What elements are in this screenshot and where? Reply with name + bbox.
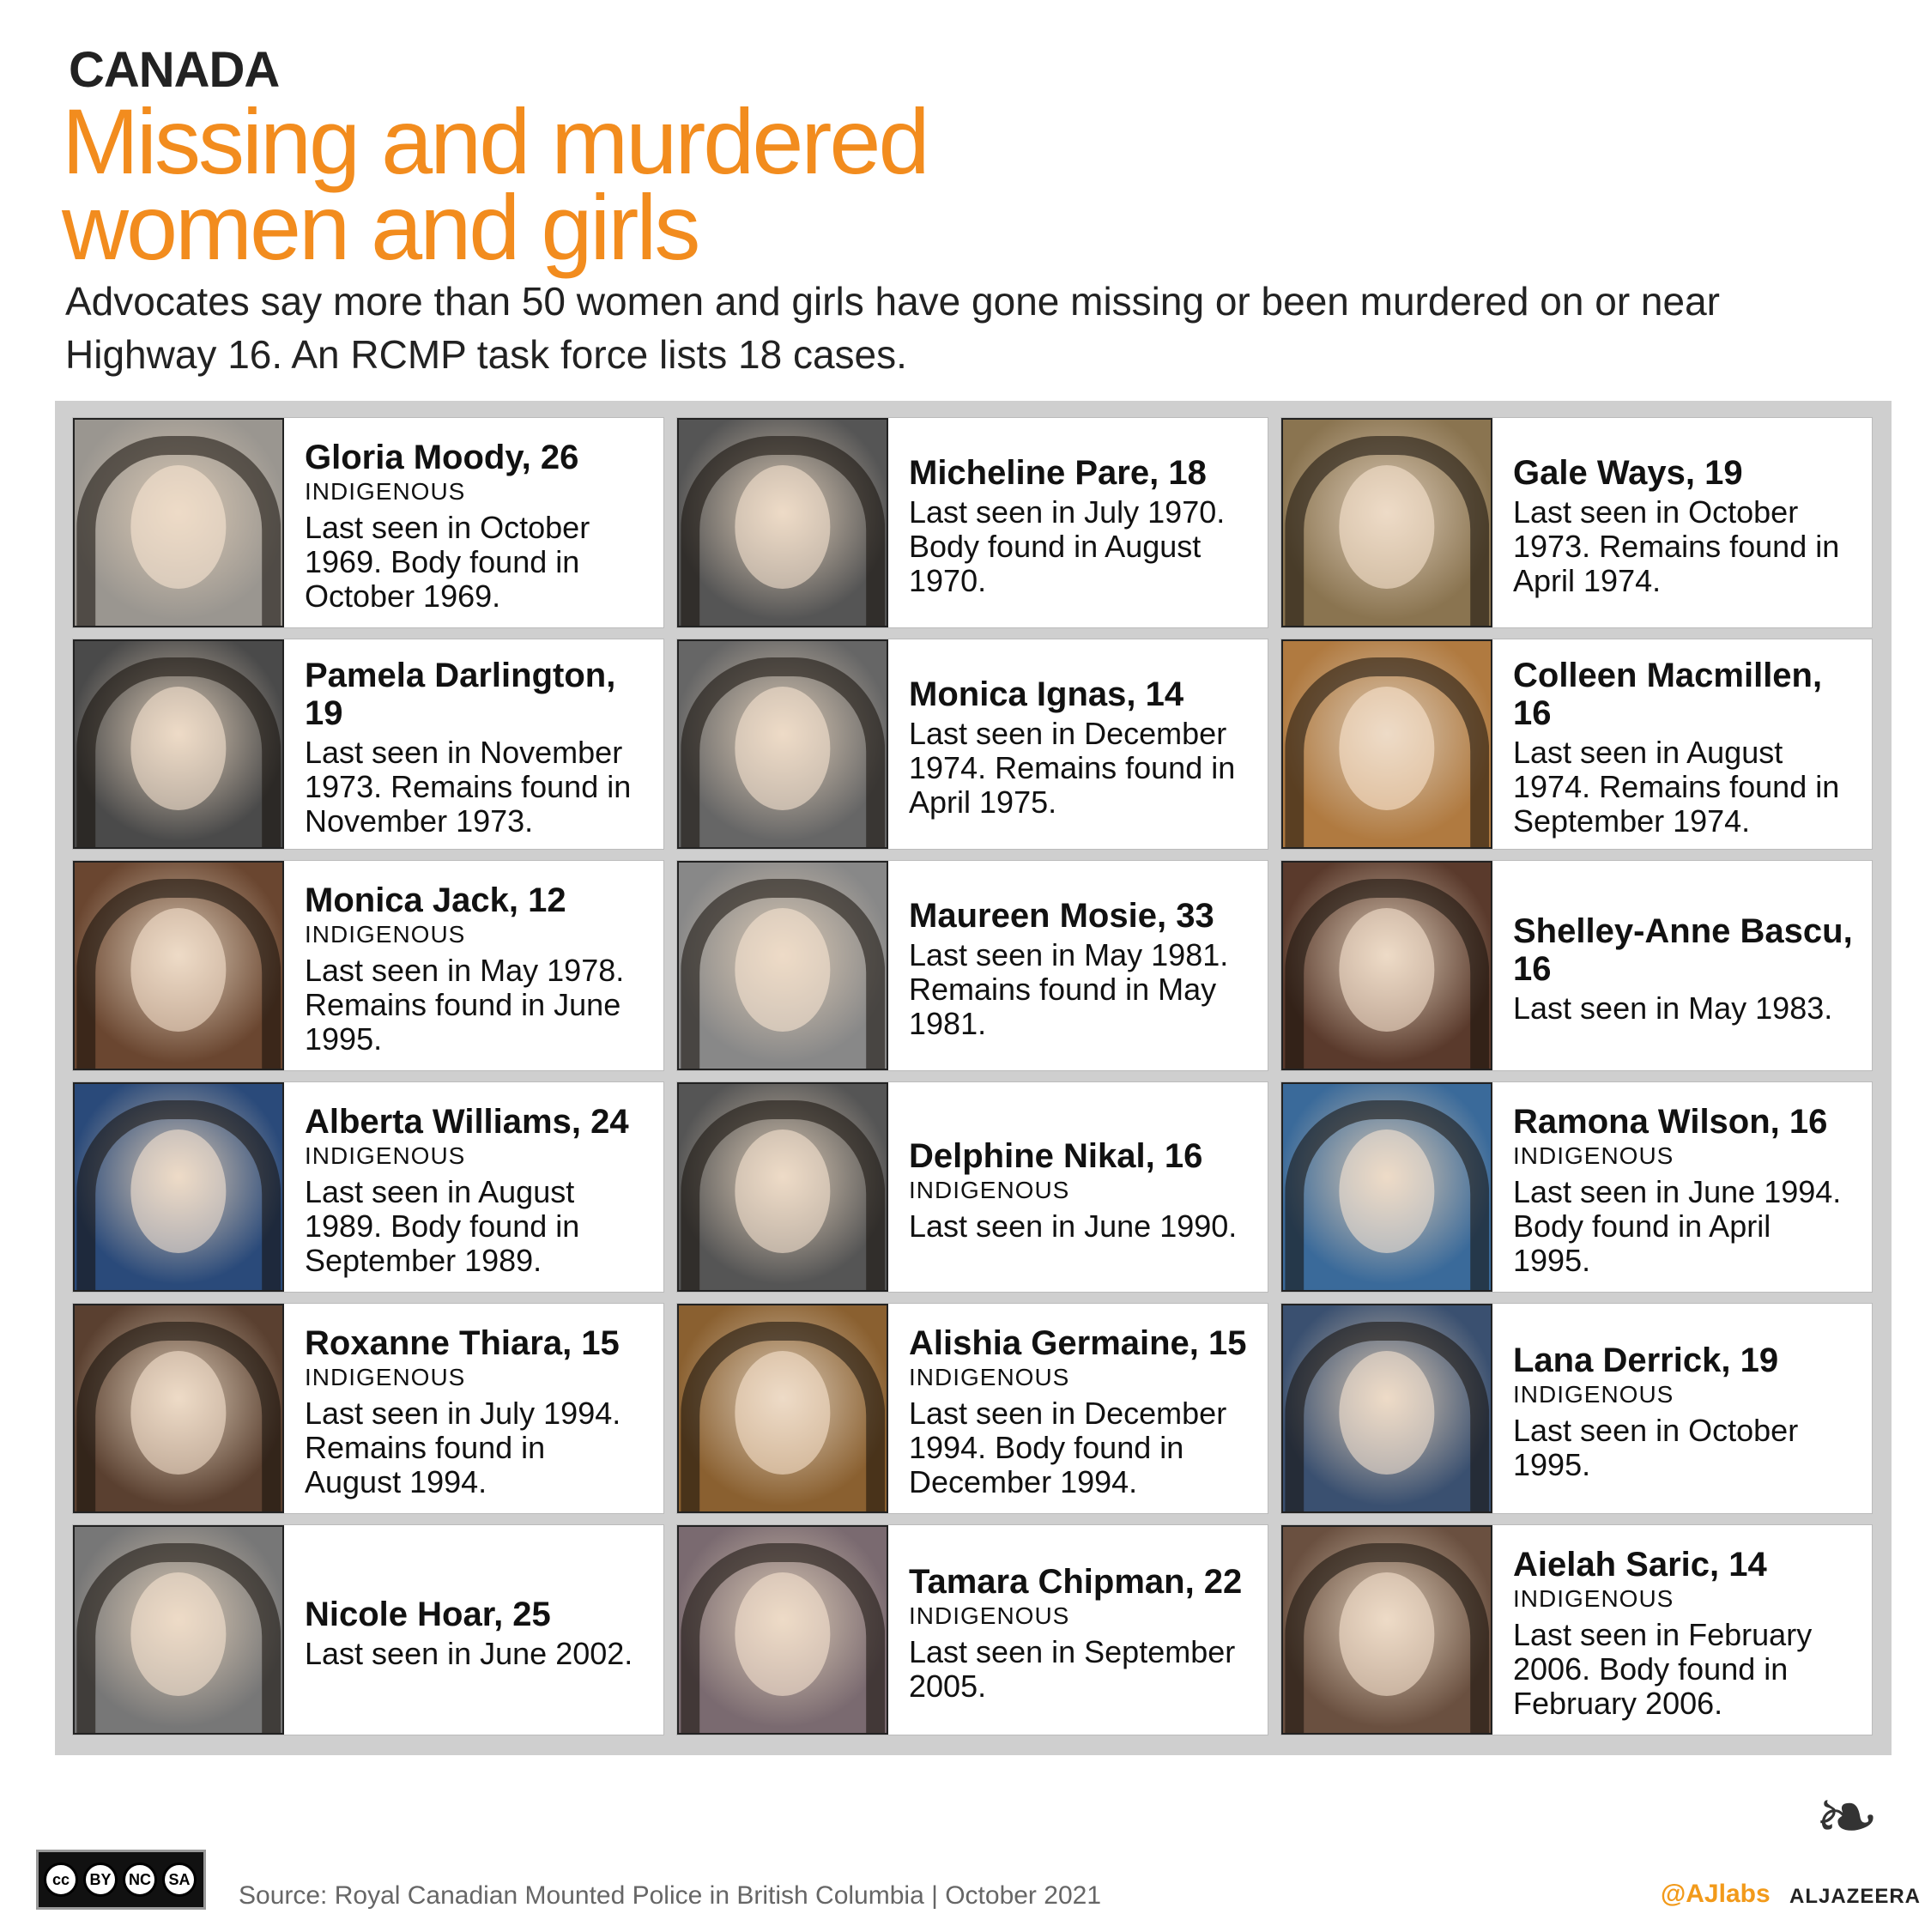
case-name: Monica Jack, 12 — [305, 881, 566, 919]
case-info — [888, 1082, 1252, 1292]
case-card — [1280, 1081, 1873, 1293]
case-info — [888, 1525, 1268, 1735]
portrait-photo — [677, 861, 888, 1070]
case-name: Ramona Wilson, 16 — [1513, 1103, 1828, 1141]
title-line-2: women and girls — [62, 175, 699, 279]
case-card — [1280, 417, 1873, 628]
case-name: Roxanne Thiara, 15 — [305, 1324, 620, 1362]
case-card — [676, 1303, 1268, 1514]
case-info — [284, 1525, 648, 1735]
kicker-country: CANADA — [69, 42, 280, 98]
case-card — [676, 639, 1268, 850]
source-note: Source: Royal Canadian Mounted Police in British Columbia | October 2021 — [239, 1881, 1101, 1910]
case-info — [888, 418, 1268, 627]
portrait-photo — [73, 1304, 284, 1513]
portrait-photo — [1281, 1304, 1492, 1513]
portrait-photo — [1281, 639, 1492, 849]
case-name: Alishia Germaine, 15 — [909, 1324, 1247, 1362]
title-line-1: Missing and murdered — [62, 89, 928, 193]
portrait-photo — [677, 418, 888, 627]
case-info — [888, 861, 1268, 1070]
aljazeera-logo-icon: ❧ — [1814, 1775, 1880, 1861]
case-card — [1280, 639, 1873, 850]
portrait-photo — [1281, 1082, 1492, 1292]
case-info — [284, 1082, 663, 1292]
case-card — [72, 639, 664, 850]
case-description: Last seen in December 1974. Remains found in April 1975. — [909, 716, 1236, 820]
subtitle: Advocates say more than 50 women and girls have gone missing or been murdered on or near Highway 16. An RCMP task force lists 18 cases. — [65, 279, 1720, 377]
indigenous-tag: INDIGENOUS — [305, 478, 466, 505]
case-info — [888, 639, 1268, 849]
ajlabs-handle: @AJlabs — [1661, 1880, 1771, 1908]
case-info — [284, 418, 663, 627]
indigenous-tag: INDIGENOUS — [305, 1142, 466, 1169]
case-name: Gloria Moody, 26 — [305, 439, 579, 476]
case-description: Last seen in June 1994. Body found in April 1995. — [1513, 1174, 1842, 1278]
case-name: Nicole Hoar, 25 — [305, 1596, 551, 1633]
nc-icon: NC — [123, 1862, 157, 1897]
portrait-photo — [73, 1082, 284, 1292]
case-name: Monica Ignas, 14 — [909, 675, 1184, 713]
case-name: Tamara Chipman, 22 — [909, 1563, 1243, 1601]
case-name: Delphine Nikal, 16 — [909, 1137, 1203, 1175]
brand-name: ALJAZEERA — [1789, 1885, 1922, 1908]
case-description: Last seen in October 1969. Body found in October 1969. — [305, 510, 590, 614]
case-name: Colleen Macmillen, 16 — [1513, 657, 1823, 732]
case-info — [284, 639, 663, 849]
indigenous-tag: INDIGENOUS — [1513, 1585, 1674, 1612]
case-card — [72, 860, 664, 1071]
case-description: Last seen in August 1974. Remains found in September 1974. — [1513, 735, 1840, 839]
cases-grid — [55, 401, 1892, 1755]
case-info — [1492, 418, 1872, 627]
case-description: Last seen in July 1970. Body found in August 1970. — [909, 494, 1226, 598]
by-icon: BY — [83, 1862, 118, 1897]
case-card — [72, 1524, 664, 1735]
portrait-photo — [677, 639, 888, 849]
case-name: Pamela Darlington, 19 — [305, 657, 616, 732]
cc-icon: cc — [44, 1862, 78, 1897]
portrait-photo — [1281, 861, 1492, 1070]
indigenous-tag: INDIGENOUS — [1513, 1381, 1674, 1408]
case-card — [72, 417, 664, 628]
page-title — [62, 89, 928, 279]
case-description: Last seen in September 2005. — [909, 1634, 1236, 1704]
portrait-photo — [677, 1082, 888, 1292]
portrait-photo — [1281, 1525, 1492, 1735]
case-description: Last seen in June 1990. — [909, 1208, 1238, 1244]
sa-icon: SA — [162, 1862, 197, 1897]
indigenous-tag: INDIGENOUS — [909, 1602, 1070, 1629]
case-info — [1492, 1082, 1872, 1292]
case-description: Last seen in February 2006. Body found in February 2006. — [1513, 1617, 1813, 1721]
case-name: Aielah Saric, 14 — [1513, 1546, 1767, 1584]
case-description: Last seen in December 1994. Body found in December 1994. — [909, 1396, 1227, 1499]
case-card — [1280, 860, 1873, 1071]
case-name: Micheline Pare, 18 — [909, 454, 1207, 492]
case-description: Last seen in October 1995. — [1513, 1413, 1799, 1482]
case-name: Shelley-Anne Bascu, 16 — [1513, 912, 1853, 988]
case-card — [72, 1081, 664, 1293]
case-description: Last seen in May 1981. Remains found in May 1981. — [909, 937, 1229, 1041]
portrait-photo — [73, 1525, 284, 1735]
case-card — [676, 1524, 1268, 1735]
case-card — [676, 417, 1268, 628]
indigenous-tag: INDIGENOUS — [909, 1364, 1070, 1390]
case-info — [1492, 1304, 1872, 1513]
portrait-photo — [677, 1525, 888, 1735]
indigenous-tag: INDIGENOUS — [305, 1364, 466, 1390]
case-info — [284, 861, 663, 1070]
case-description: Last seen in May 1983. — [1513, 990, 1833, 1026]
case-name: Maureen Mosie, 33 — [909, 897, 1214, 935]
portrait-photo — [73, 861, 284, 1070]
case-info — [1492, 639, 1872, 849]
case-info — [888, 1304, 1268, 1513]
case-description: Last seen in July 1994. Remains found in August 1994. — [305, 1396, 621, 1499]
indigenous-tag: INDIGENOUS — [305, 921, 466, 948]
portrait-photo — [677, 1304, 888, 1513]
portrait-photo — [73, 639, 284, 849]
case-description: Last seen in November 1973. Remains found in November 1973. — [305, 735, 632, 839]
case-card — [1280, 1524, 1873, 1735]
case-card — [676, 860, 1268, 1071]
creative-commons-badge — [36, 1850, 206, 1910]
case-description: Last seen in May 1978. Remains found in June 1995. — [305, 953, 625, 1057]
case-name: Gale Ways, 19 — [1513, 454, 1743, 492]
case-description: Last seen in October 1973. Remains found in April 1974. — [1513, 494, 1840, 598]
portrait-photo — [73, 418, 284, 627]
case-name: Alberta Williams, 24 — [305, 1103, 629, 1141]
case-info — [1492, 1525, 1872, 1735]
case-card — [676, 1081, 1268, 1293]
case-name: Lana Derrick, 19 — [1513, 1341, 1779, 1379]
case-description: Last seen in June 2002. — [305, 1636, 633, 1671]
portrait-photo — [1281, 418, 1492, 627]
case-description: Last seen in August 1989. Body found in September 1989. — [305, 1174, 580, 1278]
case-card — [1280, 1303, 1873, 1514]
indigenous-tag: INDIGENOUS — [1513, 1142, 1674, 1169]
case-info — [1492, 861, 1872, 1070]
case-card — [72, 1303, 664, 1514]
indigenous-tag: INDIGENOUS — [909, 1177, 1070, 1203]
case-info — [284, 1304, 663, 1513]
